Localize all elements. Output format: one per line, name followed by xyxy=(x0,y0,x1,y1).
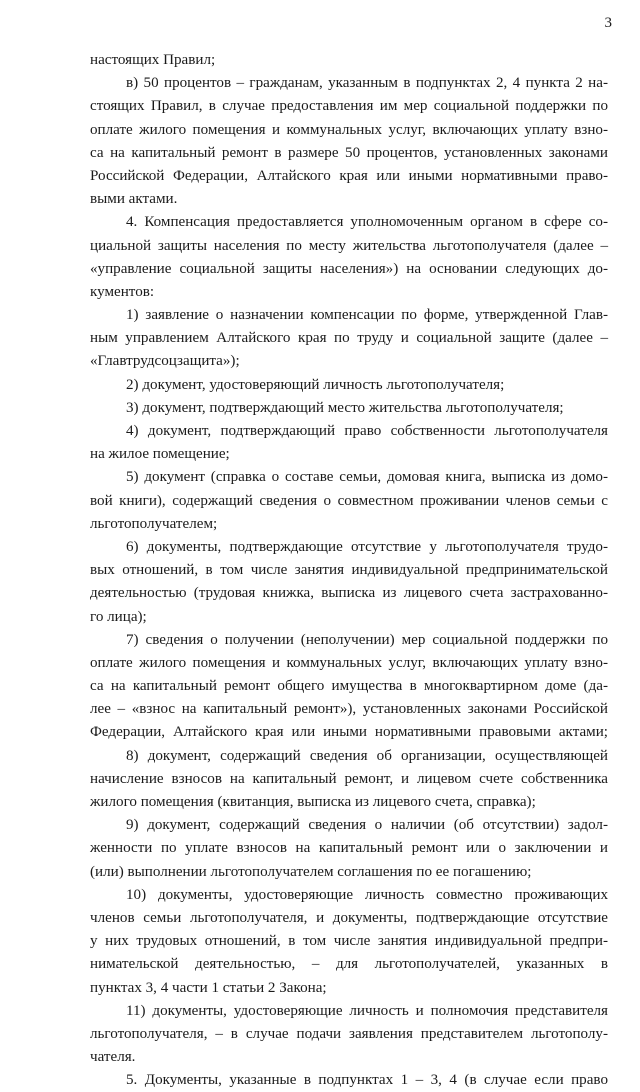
text-line: оплате жилого помещения и коммунальных услуг, включающих уплату взно- xyxy=(90,654,608,671)
text-line: стоящих Правил, в случае предоставления им мер социальной поддержки по xyxy=(90,98,608,115)
text-line: вых отношений, в том числе занятия индивидуальной предпринимательской xyxy=(90,562,608,579)
text-line: начисление взносов на капитальный ремонт, и лицевом счете собственника xyxy=(90,770,608,787)
text-line: 5. Документы, указанные в подпунктах 1 – 3, 4 (в случае если право xyxy=(126,1072,608,1089)
text-line: льготополучателя, – в случае подачи заявления представителем льготополу- xyxy=(90,1025,608,1042)
text-line: са на капитальный ремонт общего имущества в многоквартирном доме (да- xyxy=(90,678,608,695)
text-line: у них трудовых отношений, в том числе занятия индивидуальной предпри- xyxy=(90,933,608,950)
text-line: ным управлением Алтайского края по труду и социальной защите (далее – xyxy=(90,330,608,347)
text-line: чателя. xyxy=(90,1049,136,1066)
text-line: 8) документ, содержащий сведения об организации, осуществляющей xyxy=(126,747,608,764)
text-line: деятельностью (трудовая книжка, выписка из лицевого счета застрахованно- xyxy=(90,585,608,602)
text-line: Российской Федерации, Алтайского края или иными нормативными право- xyxy=(90,167,608,184)
text-line: са на капитальный ремонт в размере 50 процентов, установленных законами xyxy=(90,144,608,161)
text-line: пунктах 3, 4 части 1 статьи 2 Закона; xyxy=(90,979,327,996)
text-line: (или) выполнении льготополучателем соглашения по ее погашению; xyxy=(90,863,532,880)
text-line: женности по уплате взносов на капитальный ремонт или о заключении и xyxy=(90,840,608,857)
text-line: 1) заявление о назначении компенсации по форме, утвержденной Глав- xyxy=(126,307,608,324)
text-line: жилого помещения (квитанция, выписка из лицевого счета, справка); xyxy=(90,794,536,810)
text-line: вой книги), содержащий сведения о совместном проживании членов семьи с xyxy=(90,492,608,509)
text-line: 4) документ, подтверждающий право собственности льготополучателя xyxy=(126,423,608,439)
text-line: 3) документ, подтверждающий место жительства льготополучателя; xyxy=(126,399,564,416)
text-line: 5) документ (справка о составе семьи, домовая книга, выписка из домо- xyxy=(126,469,608,486)
text-line: Федерации, Алтайского края или иными нормативными правовыми актами; xyxy=(90,724,608,741)
text-line: 7) сведения о получении (неполучении) мер социальной поддержки по xyxy=(126,631,608,648)
text-line: в) 50 процентов – гражданам, указанным в подпунктах 2, 4 пункта 2 на- xyxy=(126,75,608,92)
text-line: 6) документы, подтверждающие отсутствие у льготополучателя трудо- xyxy=(126,538,608,555)
text-line: го лица); xyxy=(90,608,147,625)
text-line: «управление социальной защиты населения») на основании следующих до- xyxy=(90,260,608,277)
text-line: на жилое помещение; xyxy=(90,446,230,463)
text-line: членов семьи льготополучателя, и документы, подтверждающие отсутствие xyxy=(90,909,608,926)
text-line: «Главтрудсоцзащита»); xyxy=(90,353,240,370)
text-line: льготополучателем; xyxy=(90,515,218,532)
text-line: нимательской деятельностью, – для льготополучателей, указанных в xyxy=(90,956,608,973)
text-line: лее – «взнос на капитальный ремонт»), установленных законами Российской xyxy=(90,701,608,718)
text-line: кументов: xyxy=(90,283,155,300)
text-line: 11) документы, удостоверяющие личность и полномочия представителя xyxy=(126,1002,608,1019)
document-body xyxy=(90,49,608,1092)
text-line: выми актами. xyxy=(90,191,178,208)
text-line: 9) документ, содержащий сведения о наличии (об отсутствии) задол- xyxy=(126,817,608,834)
text-line: 2) документ, удостоверяющий личность льготополучателя; xyxy=(126,376,505,393)
page-number: 3 xyxy=(604,15,612,31)
text-line: 10) документы, удостоверяющие личность совместно проживающих xyxy=(126,886,608,903)
text-line: 4. Компенсация предоставляется уполномоченным органом в сфере со- xyxy=(126,214,608,231)
text-line: настоящих Правил; xyxy=(90,52,216,68)
text-line: оплате жилого помещения и коммунальных услуг, включающих уплату взно- xyxy=(90,121,608,138)
text-line: циальной защиты населения по месту жительства льготополучателя (далее – xyxy=(90,237,608,254)
